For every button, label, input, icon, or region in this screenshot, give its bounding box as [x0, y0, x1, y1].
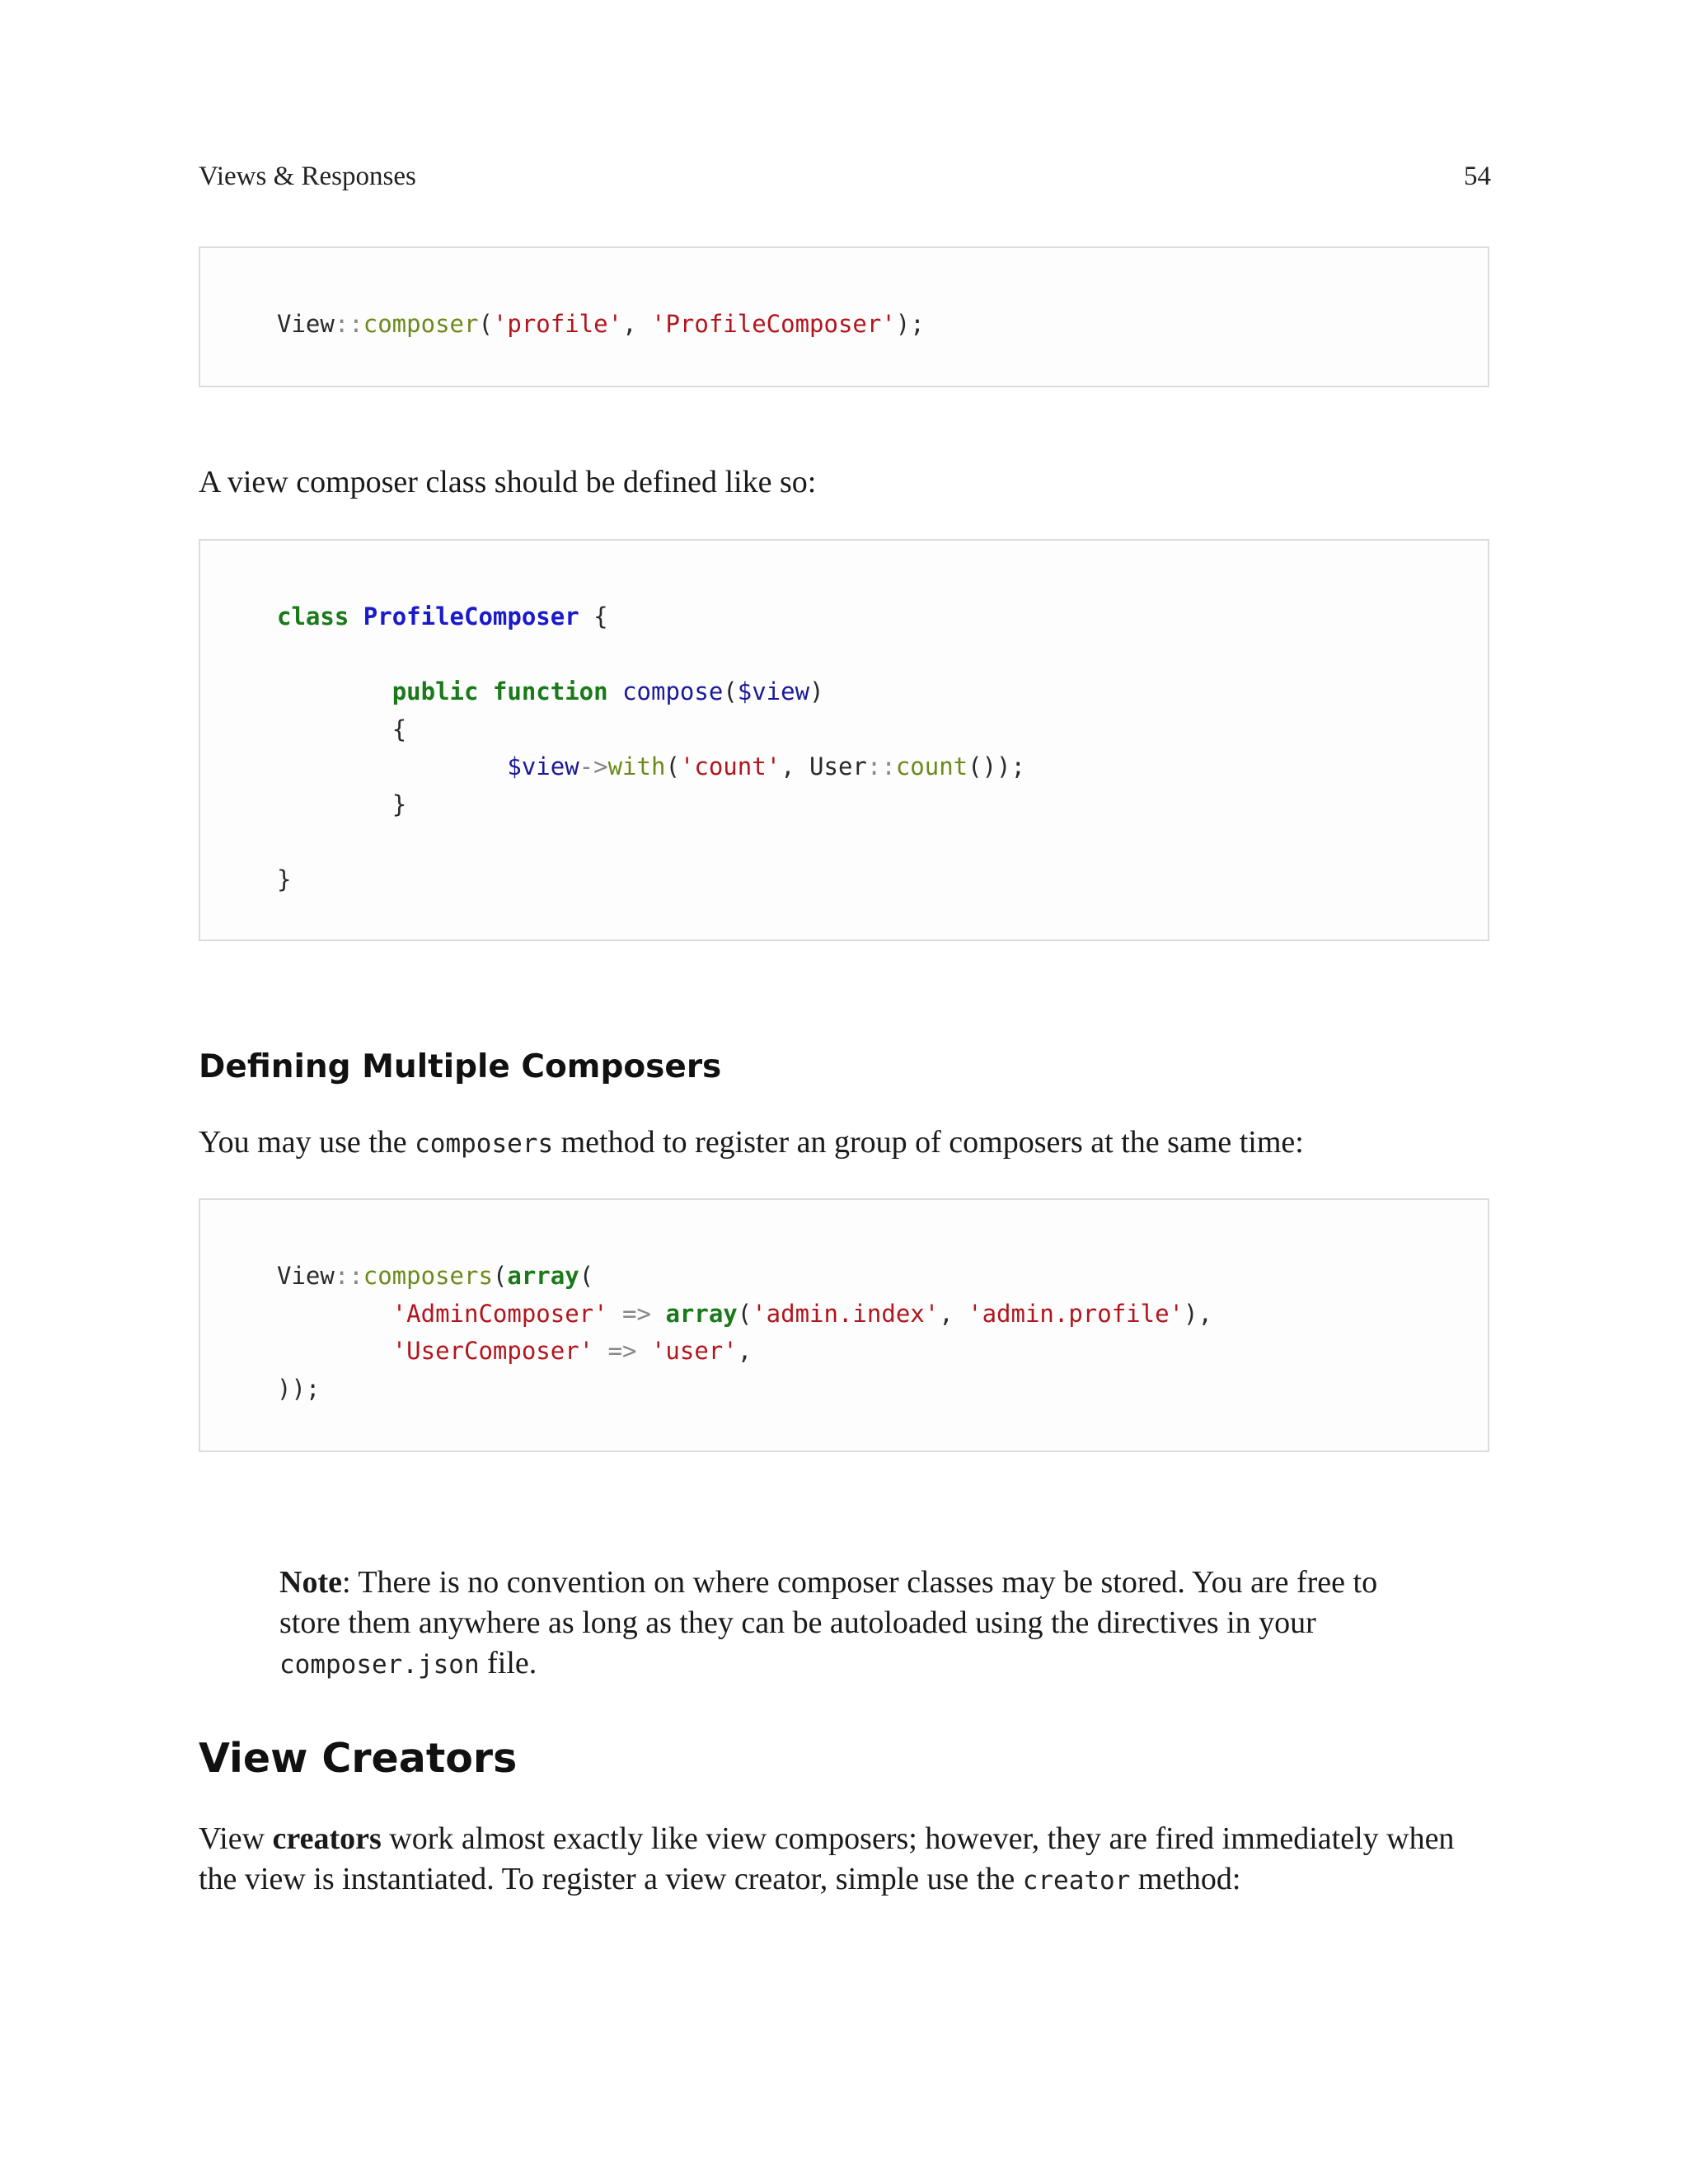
code-block-view-composer: [199, 246, 1489, 387]
code-listing: View::composers(array( 'AdminComposer' => array('admin.index', 'admin.profile'), 'UserComposer' => 'user', ));: [277, 1262, 1212, 1403]
view-creators-paragraph: View creators work almost exactly like view composers; however, they are fired immediately when the view is instantiated. To register a view creator, simple use the creator method:: [199, 1821, 1455, 1896]
note-label: Note: [279, 1565, 342, 1600]
code-listing: View::composer('profile', 'ProfileComposer');: [277, 310, 925, 338]
page-number: 54: [1464, 162, 1491, 191]
multiple-composers-paragraph: You may use the composers method to register an group of composers at the same time:: [199, 1125, 1304, 1160]
code-block-profile-composer-class: [199, 539, 1489, 941]
code-block-composers-array: [199, 1198, 1489, 1452]
section-heading-view-creators: View Creators: [199, 1735, 518, 1782]
code-listing: class ProfileComposer { public function compose($view) { $view->with('count', User::count()); } }: [277, 602, 1025, 893]
intro-paragraph: A view composer class should be defined like so:: [199, 465, 817, 499]
note-callout: Note: There is no convention on where composer classes may be stored. You are free to store them anywhere as long as they can be autoloaded using the directives in your composer.json file.: [279, 1565, 1378, 1680]
running-header: [199, 162, 1491, 192]
section-heading-multiple-composers: Defining Multiple Composers: [199, 1048, 722, 1085]
section-title: Views & Responses: [199, 162, 416, 191]
